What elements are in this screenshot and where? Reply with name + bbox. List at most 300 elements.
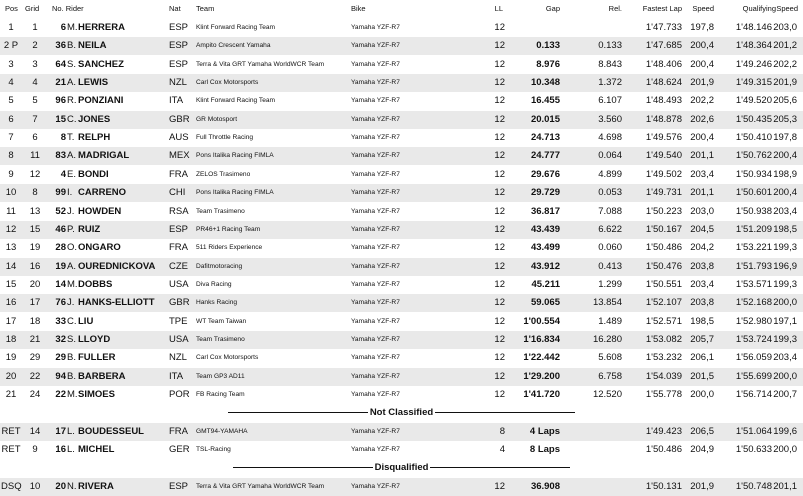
cell-pos: 20 (5, 370, 17, 382)
cell-qs: 203,4 (773, 352, 797, 364)
cell-bike: Yamaha YZF-R7 (351, 336, 400, 343)
cell-rel: 7.088 (598, 205, 622, 217)
table-row (0, 478, 803, 496)
table-row (0, 368, 803, 386)
cell-num: 21 (55, 77, 66, 89)
table-row (0, 258, 803, 276)
cell-spd: 201,1 (690, 150, 714, 162)
cell-team: Pons Italika Racing FIMLA (196, 189, 274, 197)
cell-bike: Yamaha YZF-R7 (351, 262, 400, 270)
cell-last: BONDI (78, 168, 109, 180)
cell-qs: 200,4 (773, 150, 797, 162)
table-row (0, 239, 803, 257)
cell-num: 83 (55, 150, 66, 162)
cell-bike: Yamaha YZF-R7 (351, 299, 400, 307)
cell-grid: 21 (29, 334, 41, 345)
cell-team: Terra & Vita GRT Yamaha WorldWCR Team (196, 60, 325, 68)
cell-team: PR46+1 Racing Team (196, 225, 261, 233)
cell-qs: 200,7 (773, 389, 797, 400)
cell-gap: 29.676 (530, 168, 560, 180)
cell-bike: Yamaha YZF-R7 (351, 152, 400, 160)
cell-team: Dafitmotoracing (196, 262, 243, 270)
cell-ll: 12 (494, 242, 505, 254)
cell-rel: 4.899 (598, 168, 622, 180)
cell-grid: 24 (29, 389, 41, 400)
cell-pos: 13 (5, 242, 17, 254)
cell-grid: 11 (30, 150, 40, 162)
header-pos: Pos (5, 4, 18, 13)
cell-bike: Yamaha YZF-R7 (351, 170, 400, 178)
cell-last: SIMOES (78, 389, 115, 400)
cell-first: L. (67, 425, 75, 437)
table-header (0, 0, 803, 18)
cell-last: BARBERA (78, 370, 126, 382)
cell-ll: 12 (494, 315, 505, 327)
cell-first: M. (67, 278, 78, 290)
cell-spd: 204,9 (690, 444, 714, 456)
cell-ll: 12 (494, 389, 505, 400)
cell-grid: 20 (29, 278, 41, 290)
cell-pos: 3 (8, 58, 14, 70)
cell-qs: 205,3 (773, 113, 797, 125)
cell-last: MICHEL (78, 444, 115, 456)
cell-ql: 1'55.699 (735, 370, 772, 382)
cell-team: WT Team Taiwan (196, 317, 247, 325)
cell-rel: 0.413 (598, 260, 622, 272)
cell-bike: Yamaha YZF-R7 (351, 372, 400, 380)
cell-pos: 11 (6, 205, 16, 217)
cell-nat: FRA (169, 425, 188, 437)
cell-spd: 198,5 (690, 315, 714, 327)
cell-last: RUIZ (78, 223, 101, 235)
cell-qs: 200,0 (773, 297, 797, 309)
cell-team: ZELOS Trasimeno (196, 170, 251, 178)
cell-team: Hanks Racing (196, 299, 238, 307)
cell-grid: 2 (32, 40, 38, 52)
not-classified-heading-label: Not Classified (369, 407, 434, 419)
cell-num: 64 (55, 58, 66, 70)
cell-grid: 18 (29, 315, 41, 327)
cell-grid: 12 (29, 168, 41, 180)
cell-pos: 12 (5, 223, 17, 235)
cell-pos: 6 (8, 113, 14, 125)
cell-pos: 18 (5, 334, 17, 345)
cell-nat: NZL (169, 77, 187, 89)
table-row (0, 74, 803, 92)
cell-qs: 200,0 (773, 444, 797, 456)
cell-qs: 199,3 (773, 242, 797, 254)
header-qualifying: Qualifying (742, 4, 776, 13)
cell-fl: 1'49.502 (645, 168, 682, 180)
table-row (0, 203, 803, 221)
cell-nat: ESP (169, 480, 189, 492)
cell-ll: 12 (494, 334, 505, 345)
cell-num: 28 (55, 242, 66, 254)
cell-last: DOBBS (78, 278, 113, 290)
cell-team: Full Throttle Racing (196, 134, 254, 142)
cell-rel: 6.622 (598, 223, 622, 235)
cell-qs: 203,0 (773, 22, 797, 33)
cell-grid: 14 (29, 425, 41, 437)
cell-ll: 12 (494, 278, 505, 290)
cell-team: Terra & Vita GRT Yamaha WorldWCR Team (196, 482, 325, 490)
cell-bike: Yamaha YZF-R7 (351, 446, 400, 454)
cell-pos: 2 P (3, 40, 19, 52)
cell-gap: 0.133 (536, 40, 560, 52)
cell-ql: 1'48.146 (735, 22, 772, 33)
table-row (0, 331, 803, 349)
cell-grid: 9 (32, 444, 38, 456)
cell-qs: 199,6 (773, 425, 797, 437)
cell-ll: 12 (494, 297, 505, 309)
cell-team: Carl Cox Motorsports (196, 354, 259, 362)
cell-ql: 1'50.601 (735, 187, 772, 199)
cell-last: MADRIGAL (78, 150, 130, 162)
cell-fl: 1'50.486 (645, 242, 682, 254)
cell-ql: 1'51.209 (735, 223, 772, 235)
divider (430, 467, 570, 468)
cell-num: 19 (55, 260, 66, 272)
cell-first: T. (67, 132, 75, 144)
header-ll: LL (494, 4, 503, 13)
cell-grid: 1 (32, 22, 38, 33)
cell-team: Team Trasimeno (196, 207, 245, 215)
header-fastest-lap: Fastest Lap (642, 4, 682, 13)
cell-num: 6 (60, 22, 66, 33)
cell-nat: MEX (169, 150, 190, 162)
cell-ql: 1'52.980 (735, 315, 772, 327)
cell-bike: Yamaha YZF-R7 (351, 134, 400, 142)
cell-qs: 196,9 (773, 260, 797, 272)
cell-num: 52 (55, 205, 66, 217)
cell-ll: 12 (494, 77, 505, 89)
cell-last: ONGARO (78, 242, 121, 254)
cell-first: B. (67, 370, 76, 382)
cell-gap: 4 Laps (529, 425, 560, 437)
cell-team: Team Trasimeno (196, 336, 245, 343)
cell-num: 36 (55, 40, 66, 52)
cell-nat: GBR (169, 297, 190, 309)
cell-pos: 7 (8, 132, 14, 144)
cell-last: RELPH (78, 132, 111, 144)
cell-pos: 1 (8, 22, 14, 33)
cell-nat: AUS (169, 132, 189, 144)
cell-ql: 1'53.724 (735, 334, 772, 345)
cell-ql: 1'49.520 (735, 95, 772, 107)
cell-num: 15 (55, 113, 66, 125)
cell-ql: 1'50.938 (735, 205, 772, 217)
cell-spd: 205,7 (690, 334, 714, 345)
cell-team: Klint Forward Racing Team (196, 24, 276, 31)
cell-first: C. (67, 315, 77, 327)
cell-num: 22 (55, 389, 66, 400)
cell-fl: 1'48.878 (645, 113, 682, 125)
cell-rel (580, 19, 622, 37)
cell-qs: 198,9 (773, 168, 797, 180)
cell-team: FB Racing Team (196, 391, 245, 398)
cell-spd: 202,2 (690, 95, 714, 107)
cell-gap: 24.713 (530, 132, 560, 144)
header-no-rider: No. Rider (52, 4, 84, 13)
cell-spd: 203,8 (690, 297, 714, 309)
cell-nat: POR (169, 389, 190, 400)
cell-grid: 5 (32, 95, 38, 107)
table-row (0, 221, 803, 239)
cell-last: LEWIS (78, 77, 109, 89)
table-row (0, 184, 803, 202)
cell-first: S. (67, 334, 76, 345)
cell-first: S. (67, 58, 76, 70)
cell-grid: 22 (29, 370, 41, 382)
cell-qs: 198,5 (773, 223, 797, 235)
cell-ll: 8 (499, 425, 505, 437)
cell-pos: 8 (8, 150, 14, 162)
cell-num: 20 (55, 480, 66, 492)
header-grid: Grid (25, 4, 40, 13)
cell-qs: 202,2 (773, 58, 797, 70)
cell-fl: 1'48.624 (645, 77, 682, 89)
cell-ql: 1'53.221 (735, 242, 772, 254)
cell-team: Diva Racing (196, 280, 232, 288)
cell-nat: CZE (169, 260, 188, 272)
cell-first: M. (67, 389, 78, 400)
cell-rel (580, 441, 622, 459)
cell-ll: 12 (494, 22, 505, 33)
cell-gap: 1'22.442 (523, 352, 560, 364)
cell-qs: 201,2 (773, 40, 797, 52)
cell-num: 17 (55, 425, 66, 437)
cell-gap: 1'16.834 (523, 334, 560, 345)
cell-num: 33 (55, 315, 66, 327)
cell-rel: 12.520 (592, 389, 622, 400)
cell-team: GMT94-YAMAHA (196, 427, 248, 435)
cell-first: A. (67, 150, 76, 162)
cell-rel: 0.053 (598, 187, 622, 199)
table-row (0, 276, 803, 294)
cell-grid: 16 (29, 260, 41, 272)
cell-nat: USA (169, 334, 189, 345)
cell-fl: 1'55.778 (645, 389, 682, 400)
cell-nat: RSA (169, 205, 189, 217)
cell-grid: 4 (32, 77, 38, 89)
cell-last: SANCHEZ (78, 58, 124, 70)
cell-gap: 59.065 (530, 297, 560, 309)
cell-ql: 1'51.064 (735, 425, 772, 437)
cell-bike: Yamaha YZF-R7 (351, 115, 400, 123)
cell-spd: 206,5 (690, 425, 714, 437)
cell-pos: 16 (5, 297, 17, 309)
cell-bike: Yamaha YZF-R7 (351, 189, 400, 197)
cell-fl: 1'48.493 (645, 95, 682, 107)
cell-grid: 29 (29, 352, 41, 364)
cell-rel: 16.280 (592, 334, 622, 345)
cell-qs: 205,6 (773, 95, 797, 107)
cell-spd: 201,1 (690, 187, 714, 199)
cell-rel: 3.560 (598, 113, 622, 125)
cell-last: HANKS-ELLIOTT (78, 297, 155, 309)
cell-gap: 8 Laps (529, 444, 560, 456)
cell-first: C. (67, 113, 77, 125)
cell-fl: 1'53.232 (645, 352, 682, 364)
cell-rel: 8.843 (598, 58, 622, 70)
cell-nat: ITA (169, 95, 184, 107)
cell-spd: 203,0 (690, 205, 714, 217)
cell-spd: 202,6 (690, 113, 714, 125)
cell-ll: 12 (494, 168, 505, 180)
table-row (0, 111, 803, 129)
cell-first: B. (67, 352, 76, 364)
cell-ll: 12 (494, 150, 505, 162)
cell-ll: 12 (494, 40, 505, 52)
cell-pos: 4 (8, 77, 14, 89)
cell-first: B. (67, 40, 76, 52)
cell-bike: Yamaha YZF-R7 (351, 42, 400, 50)
cell-fl: 1'49.731 (645, 187, 682, 199)
cell-fl: 1'50.486 (645, 444, 682, 456)
cell-num: 4 (60, 168, 66, 180)
cell-last: NEILA (78, 40, 107, 52)
cell-last: OUREDNICKOVA (78, 260, 156, 272)
cell-rel: 1.299 (598, 278, 622, 290)
cell-ql: 1'56.714 (735, 389, 772, 400)
disqualified-heading-label: Disqualified (374, 462, 429, 474)
cell-pos: RET (1, 444, 21, 456)
cell-rel: 1.372 (598, 77, 622, 89)
cell-gap: 43.439 (530, 223, 560, 235)
cell-fl: 1'49.423 (645, 425, 682, 437)
cell-rel: 0.133 (598, 40, 622, 52)
cell-first: P. (67, 223, 75, 235)
table-row (0, 166, 803, 184)
cell-nat: TPE (169, 315, 188, 327)
table-row (0, 19, 803, 37)
cell-gap (505, 19, 560, 37)
cell-ll: 12 (494, 113, 505, 125)
disqualified-heading (0, 459, 803, 477)
cell-ql: 1'50.762 (735, 150, 772, 162)
table-row (0, 441, 803, 459)
cell-bike: Yamaha YZF-R7 (351, 354, 400, 362)
table-row (0, 37, 803, 55)
cell-ll: 12 (494, 58, 505, 70)
cell-gap: 24.777 (530, 150, 560, 162)
cell-first: N. (67, 480, 77, 492)
cell-fl: 1'49.576 (645, 132, 682, 144)
header-bike: Bike (351, 4, 366, 13)
cell-bike: Yamaha YZF-R7 (351, 427, 400, 435)
cell-fl: 1'47.733 (645, 22, 682, 33)
cell-spd: 200,4 (690, 58, 714, 70)
cell-grid: 6 (32, 132, 38, 144)
cell-pos: 19 (5, 352, 17, 364)
cell-gap: 8.976 (536, 58, 560, 70)
cell-spd: 204,2 (690, 242, 714, 254)
cell-nat: NZL (169, 352, 187, 364)
cell-fl: 1'50.167 (645, 223, 682, 235)
cell-num: 76 (55, 297, 66, 309)
cell-fl: 1'49.540 (645, 150, 682, 162)
cell-ll: 12 (494, 370, 505, 382)
cell-spd: 206,1 (690, 352, 714, 364)
cell-qs: 201,9 (773, 77, 797, 89)
cell-team: Carl Cox Motorsports (196, 79, 259, 87)
cell-rel: 4.698 (598, 132, 622, 144)
cell-ql: 1'50.934 (735, 168, 772, 180)
cell-spd: 201,9 (690, 480, 714, 492)
table-row (0, 349, 803, 367)
cell-ll: 12 (494, 187, 505, 199)
cell-team: TSL-Racing (196, 446, 231, 454)
cell-spd: 200,0 (690, 389, 714, 400)
cell-spd: 203,4 (690, 278, 714, 290)
cell-grid: 17 (29, 297, 41, 309)
cell-first: L. (67, 444, 75, 456)
cell-nat: FRA (169, 168, 188, 180)
cell-gap: 10.348 (530, 77, 560, 89)
cell-qs: 200,4 (773, 187, 797, 199)
cell-last: LLOYD (78, 334, 111, 345)
cell-pos: DSQ (1, 480, 22, 492)
cell-ql: 1'49.315 (735, 77, 772, 89)
cell-ll: 12 (494, 480, 505, 492)
cell-num: 14 (55, 278, 66, 290)
cell-nat: ESP (169, 22, 189, 33)
cell-grid: 8 (32, 187, 38, 199)
divider (233, 467, 373, 468)
cell-gap: 29.729 (530, 187, 560, 199)
cell-fl: 1'52.571 (645, 315, 682, 327)
cell-rel: 6.758 (598, 370, 622, 382)
cell-bike: Yamaha YZF-R7 (351, 60, 400, 68)
cell-grid: 19 (29, 242, 41, 254)
cell-team: 511 Riders Experience (196, 244, 263, 252)
cell-ql: 1'49.246 (735, 58, 772, 70)
table-row (0, 423, 803, 441)
header-speed: Speed (692, 4, 714, 13)
cell-first: A. (67, 77, 76, 89)
cell-rel: 6.107 (598, 95, 622, 107)
cell-nat: USA (169, 278, 189, 290)
cell-gap: 45.211 (531, 278, 560, 290)
header-qualifying-speed: Speed (776, 4, 798, 13)
cell-rel: 13.854 (592, 297, 622, 309)
cell-last: FULLER (78, 352, 116, 364)
cell-first: O. (67, 242, 78, 254)
cell-num: 94 (55, 370, 66, 382)
cell-gap: 43.912 (530, 260, 560, 272)
cell-gap: 1'41.720 (523, 389, 560, 400)
cell-ql: 1'51.793 (735, 260, 772, 272)
cell-bike: Yamaha YZF-R7 (351, 280, 400, 288)
cell-team: Pons Italika Racing FIMLA (196, 152, 274, 160)
cell-bike: Yamaha YZF-R7 (351, 482, 400, 490)
cell-bike: Yamaha YZF-R7 (351, 225, 400, 233)
table-row (0, 294, 803, 312)
cell-num: 16 (55, 444, 66, 456)
cell-grid: 15 (29, 223, 41, 235)
cell-nat: FRA (169, 242, 188, 254)
cell-team: GR Motosport (196, 115, 238, 123)
cell-bike: Yamaha YZF-R7 (351, 79, 400, 87)
header-team: Team (196, 4, 215, 13)
cell-pos: 10 (5, 187, 17, 199)
cell-pos: 21 (5, 389, 17, 400)
cell-num: 96 (55, 95, 66, 107)
divider (435, 412, 575, 413)
table-row (0, 313, 803, 331)
cell-gap: 16.455 (530, 95, 560, 107)
cell-fl: 1'53.082 (645, 334, 682, 345)
